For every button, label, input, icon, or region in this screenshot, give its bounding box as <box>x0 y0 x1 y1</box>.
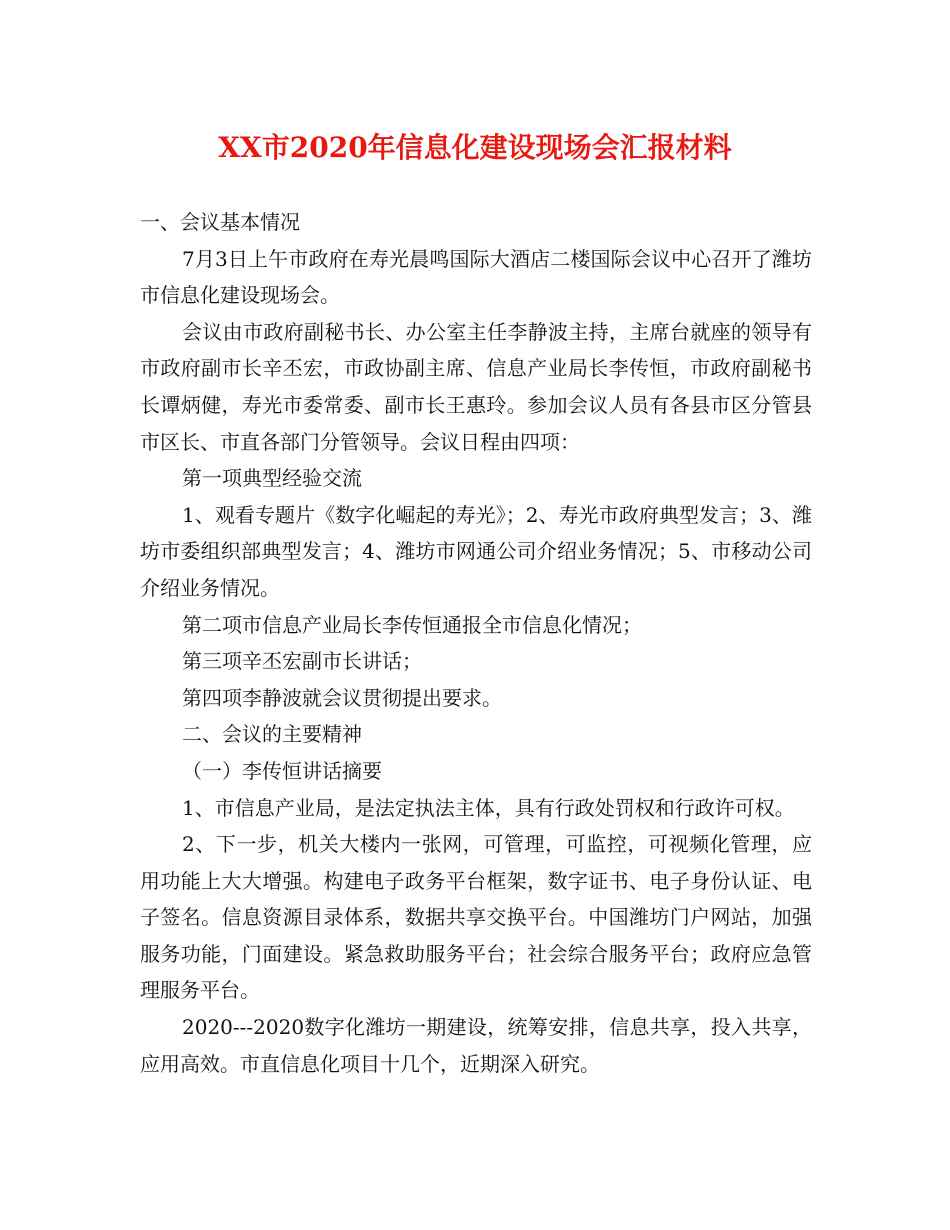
document-title: XX市2020年信息化建设现场会汇报材料 <box>218 131 732 164</box>
section-heading-2: 二、会议的主要精神 <box>182 722 362 747</box>
agenda-item-2: 第二项市信息产业局长李传恒通报全市信息化情况； <box>182 612 642 637</box>
agenda-item-3: 第三项辛丕宏副市长讲话； <box>182 649 422 674</box>
point-2020-plan: 2020---2020数字化潍坊一期建设，统筹安排，信息共享，投入共享，应用高效。市直信息化项目十几个，近期深入研究。 <box>140 1015 812 1076</box>
agenda-item-1: 第一项典型经验交流 <box>182 466 362 491</box>
section-heading-1: 一、会议基本情况 <box>140 210 300 234</box>
point-2: 2、下一步，机关大楼内一张网，可管理，可监控，可视频化管理，应用功能上大大增强。构建电子政务平台框架，数字证书、电子身份认证、电子签名。信息资源目录体系，数据共享交换平台。中国潍坊门户网站，加强服务功能，门面建设。紧急救助服务平台；社会综合服务平台；政府应急管理服务平台。 <box>140 832 812 1003</box>
agenda-item-4: 第四项李静波就会议贯彻提出要求。 <box>182 685 502 710</box>
document-body <box>140 204 812 1082</box>
subsection-heading-1: （一）李传恒讲话摘要 <box>182 758 382 783</box>
point-1: 1、市信息产业局，是法定执法主体，具有行政处罚权和行政许可权。 <box>182 795 795 820</box>
paragraph-meeting-hosts: 会议由市政府副秘书长、办公室主任李静波主持，主席台就座的领导有市政府副市长辛丕宏，市政协副主席、信息产业局长李传恒，市政府副秘书长谭炳健，寿光市委常委、副市长王惠玲。参加会议人员有各县市区分管县市区长、市直各部门分管领导。会议日程由四项： <box>140 319 812 454</box>
paragraph-meeting-date: 7月3日上午市政府在寿光晨鸣国际大酒店二楼国际会议中心召开了潍坊市信息化建设现场会。 <box>140 246 812 308</box>
agenda-item-1-details: 1、观看专题片《数字化崛起的寿光》；2、寿光市政府典型发言；3、潍坊市委组织部典型发言；4、潍坊市网通公司介绍业务情况；5、市移动公司介绍业务情况。 <box>140 502 812 600</box>
